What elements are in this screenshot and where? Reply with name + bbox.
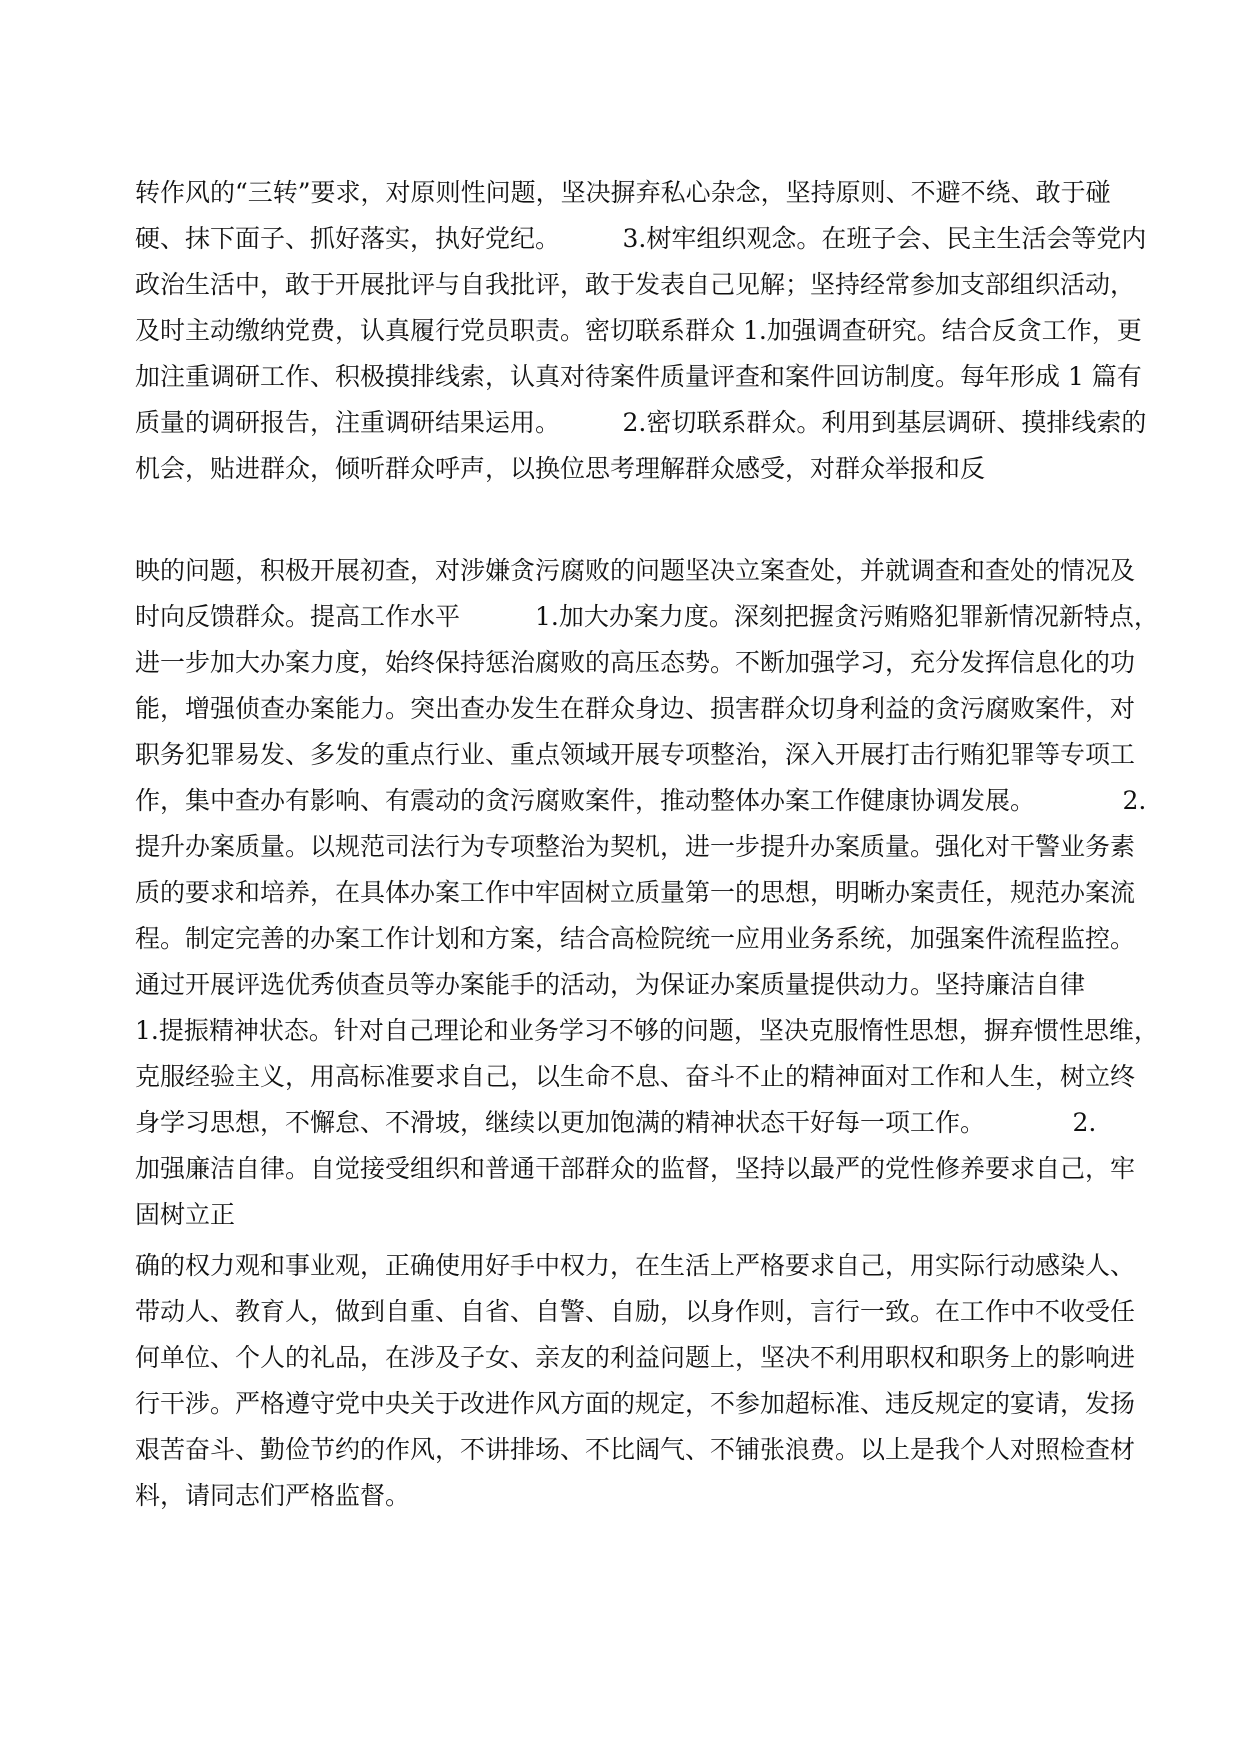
text-line: 作，集中查办有影响、有震动的贪污腐败案件，推动整体办案工作健康协调发展。 2. (135, 786, 1147, 815)
text-block-1 (135, 170, 1147, 492)
text-line: 提升办案质量。以规范司法行为专项整治为契机，进一步提升办案质量。强化对干警业务素 (135, 832, 1136, 861)
text-line: 程。制定完善的办案工作计划和方案，结合高检院统一应用业务系统，加强案件流程监控。 (135, 924, 1136, 953)
text-line: 克服经验主义，用高标准要求自己，以生命不息、奋斗不止的精神面对工作和人生，树立终 (135, 1062, 1136, 1091)
text-line: 机会，贴进群众，倾听群众呼声，以换位思考理解群众感受，对群众举报和反 (135, 454, 986, 483)
text-line: 加强廉洁自律。自觉接受组织和普通干部群众的监督，坚持以最严的党性修养要求自己，牢 (135, 1154, 1136, 1183)
text-line: 进一步加大办案力度，始终保持惩治腐败的高压态势。不断加强学习，充分发挥信息化的功 (135, 648, 1136, 677)
text-line: 政治生活中，敢于开展批评与自我批评，敢于发表自己见解；坚持经常参加支部组织活动， (135, 270, 1136, 299)
text-line: 转作风的“三转”要求，对原则性问题，坚决摒弃私心杂念，坚持原则、不避不绕、敢于碰 (135, 178, 1111, 207)
text-line: 料，请同志们严格监督。 (135, 1481, 411, 1510)
text-block-2 (135, 548, 1159, 1238)
text-line: 加注重调研工作、积极摸排线索，认真对待案件质量评查和案件回访制度。每年形成 1 篇有 (135, 362, 1142, 391)
text-line: 带动人、教育人，做到自重、自省、自警、自励，以身作则，言行一致。在工作中不收受任 (135, 1297, 1136, 1326)
text-line: 艰苦奋斗、勤俭节约的作风，不讲排场、不比阔气、不铺张浪费。以上是我个人对照检查材 (135, 1435, 1136, 1464)
text-line: 通过开展评选优秀侦查员等办案能手的活动，为保证办案质量提供动力。坚持廉洁自律 (135, 970, 1086, 999)
text-line: 映的问题，积极开展初查，对涉嫌贪污腐败的问题坚决立案查处，并就调查和查处的情况及 (135, 556, 1136, 585)
text-line: 行干涉。严格遵守党中央关于改进作风方面的规定，不参加超标准、违反规定的宴请，发扬 (135, 1389, 1136, 1418)
text-line: 质量的调研报告，注重调研结果运用。 2.密切联系群众。利用到基层调研、摸排线索的 (135, 408, 1147, 437)
text-line: 及时主动缴纳党费，认真履行党员职责。密切联系群众 1.加强调查研究。结合反贪工作，更 (135, 316, 1142, 345)
text-line: 固树立正 (135, 1200, 236, 1229)
text-line: 硬、抹下面子、抓好落实，执好党纪。 3.树牢组织观念。在班子会、民主生活会等党内 (135, 224, 1147, 253)
text-line: 身学习思想，不懈怠、不滑坡，继续以更加饱满的精神状态干好每一项工作。 2. (135, 1108, 1097, 1137)
text-line: 时向反馈群众。提高工作水平 1.加大办案力度。深刻把握贪污贿赂犯罪新情况新特点， (135, 602, 1159, 631)
text-line: 质的要求和培养，在具体办案工作中牢固树立质量第一的思想，明晰办案责任，规范办案流 (135, 878, 1136, 907)
text-line: 职务犯罪易发、多发的重点行业、重点领域开展专项整治，深入开展打击行贿犯罪等专项工 (135, 740, 1136, 769)
text-line: 确的权力观和事业观，正确使用好手中权力，在生活上严格要求自己，用实际行动感染人、 (135, 1251, 1136, 1280)
text-line: 能，增强侦查办案能力。突出查办发生在群众身边、损害群众切身利益的贪污腐败案件，对 (135, 694, 1136, 723)
text-line: 1.提振精神状态。针对自己理论和业务学习不够的问题，坚决克服惰性思想，摒弃惯性思维， (135, 1016, 1159, 1045)
text-line: 何单位、个人的礼品，在涉及子女、亲友的利益问题上，坚决不利用职权和职务上的影响进 (135, 1343, 1136, 1372)
text-block-3 (135, 1243, 1136, 1519)
